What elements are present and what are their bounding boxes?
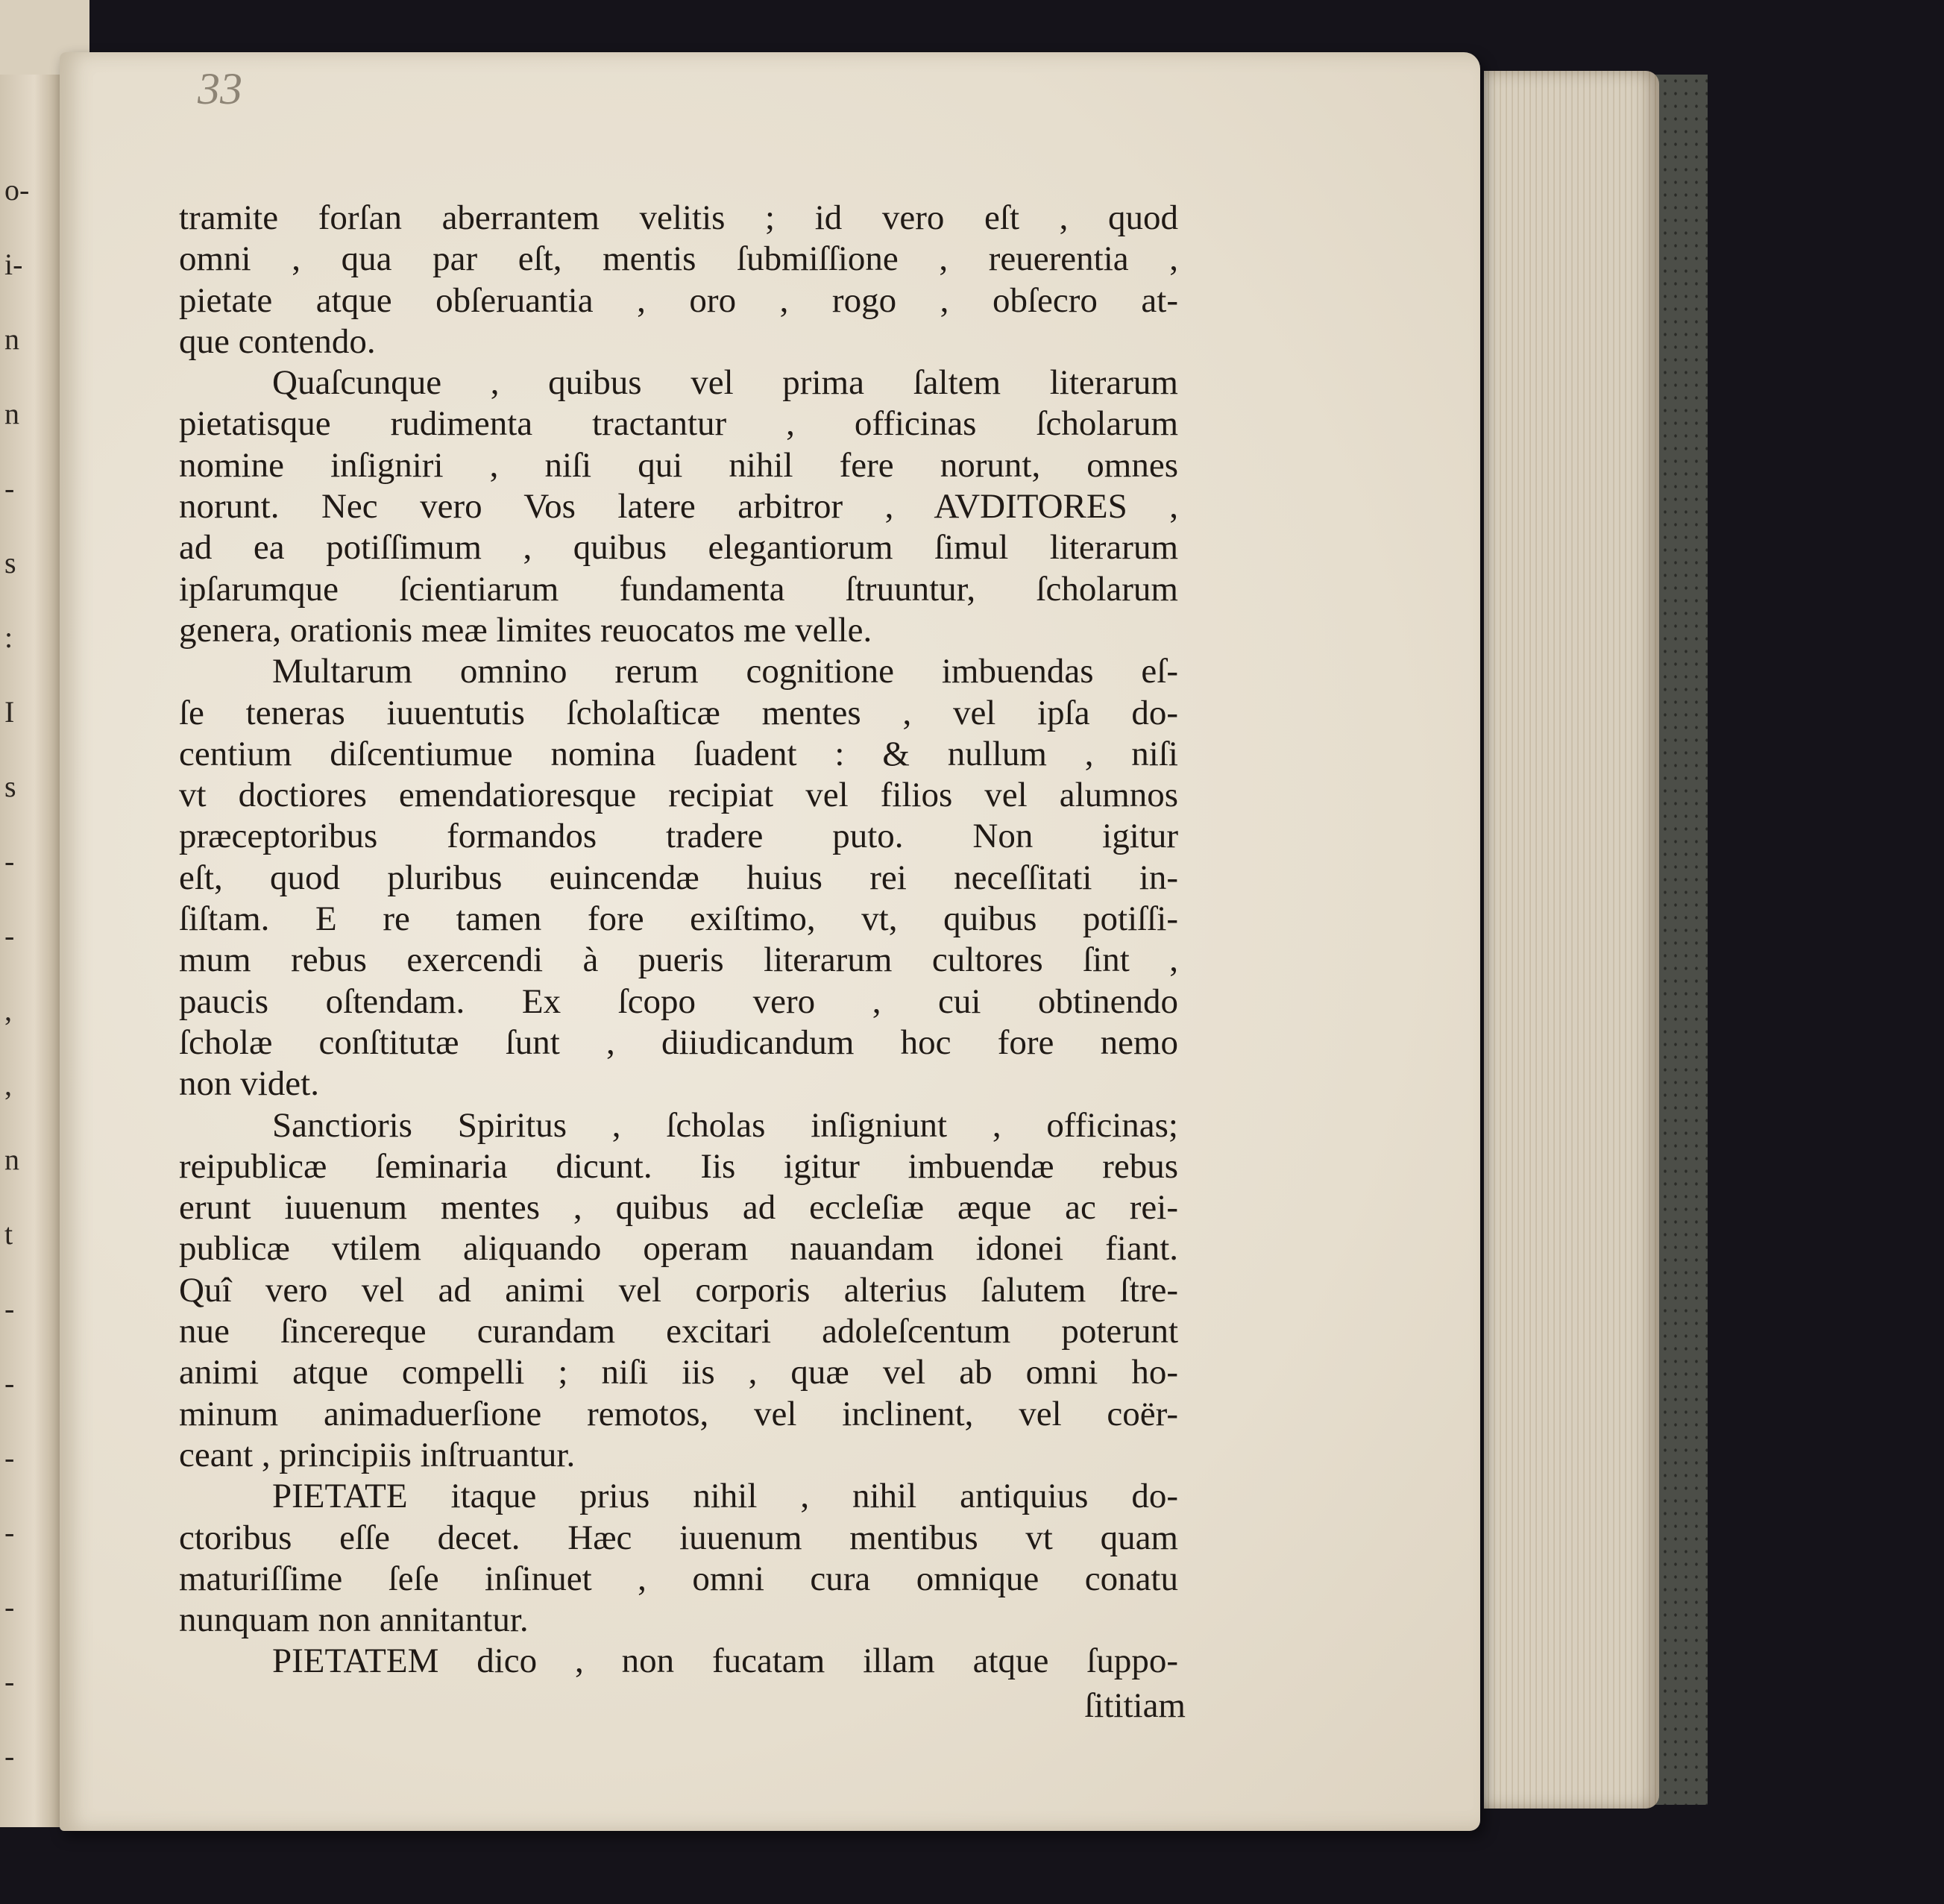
text-line: ſe teneras iuuentutis ſcholaſticæ mentes , vel ipſa do- [179, 693, 1178, 732]
left-page-fragment: - [4, 1590, 15, 1624]
left-page-fragment: s [4, 770, 16, 803]
left-page-fragment: - [4, 919, 15, 952]
text-line: ceant , principiis inſtruantur. [179, 1435, 576, 1474]
text-line: mum rebus exercendi à pueris literarum cultores ſint , [179, 940, 1178, 980]
left-page-fragment: - [4, 844, 15, 878]
left-page-fragment: n [4, 322, 19, 356]
left-page-fragment: i- [4, 248, 23, 281]
text-line: paucis oſtendam. Ex ſcopo vero , cui obtinendo [179, 981, 1178, 1021]
text-line: genera, orationis meæ limites reuocatos me velle. [179, 610, 872, 650]
text-line: præceptoribus formandos tradere puto. Non igitur [179, 817, 1178, 856]
text-line: Multarum omnino rerum cognitione imbuendas eſ- [272, 652, 1178, 691]
text-line: pietatisque rudimenta tractantur , officinas ſcholarum [179, 404, 1178, 444]
left-page-fragment: s [4, 546, 16, 579]
left-page-fragment: - [4, 471, 15, 505]
text-line: ipſarumque ſcientiarum fundamenta ſtruuntur, ſcholarum [179, 569, 1178, 609]
text-line: pietate atque obſeruantia , oro , rogo , obſecro at- [179, 280, 1178, 320]
text-line: nunquam non annitantur. [179, 1600, 529, 1640]
text-line: Sanctioris Spiritus , ſcholas inſigniunt , officinas; [272, 1105, 1178, 1145]
text-line: ſcholæ conſtitutæ ſunt , diiudicandum hoc fore nemo [179, 1022, 1178, 1062]
text-line: eſt, quod pluribus euincendæ huius rei neceſſitati in- [179, 858, 1178, 897]
text-line: erunt iuuenum mentes , quibus ad eccleſiæ æque ac rei- [179, 1188, 1178, 1228]
catchword: ſititiam [1084, 1686, 1186, 1725]
text-line: ſiſtam. E re tamen fore exiſtimo, vt, quibus potiſſi- [179, 899, 1178, 939]
left-page-fragment: : [4, 620, 13, 654]
text-line: PIETATE itaque prius nihil , nihil antiquius do- [272, 1477, 1178, 1516]
left-page-fragment: - [4, 1366, 15, 1400]
text-line: publicæ vtilem aliquando operam nauandam idonei fiant. [179, 1229, 1178, 1269]
text-line: minum animaduerſione remotos, vel inclinent, vel coër- [179, 1394, 1178, 1433]
text-line: ctoribus eſſe decet. Hæc iuuenum mentibus vt quam [179, 1518, 1178, 1557]
text-line: omni , qua par eſt, mentis ſubmiſſione , reuerentia , [179, 239, 1178, 279]
left-page-fragment: , [4, 993, 12, 1027]
left-page-fragment: o- [4, 173, 30, 207]
text-line: Quaſcunque , quibus vel prima ſaltem literarum [272, 363, 1178, 403]
text-line: centium diſcentiumue nomina ſuadent : & nullum , niſi [179, 734, 1178, 773]
text-line: nomine inſigniri , niſi qui nihil fere norunt, omnes [179, 445, 1178, 485]
text-line: animi atque compelli ; niſi iis , quæ vel ab omni ho- [179, 1353, 1178, 1392]
left-page-fragment: - [4, 1292, 15, 1325]
left-page-fragment: n [4, 1143, 19, 1176]
text-line: tramite forſan aberrantem velitis ; id vero eſt , quod [179, 198, 1178, 237]
left-page-fragment: n [4, 397, 19, 430]
text-line: Quî vero vel ad animi vel corporis alterius ſalutem ſtre- [179, 1270, 1178, 1310]
page-edges-stack [1484, 71, 1659, 1809]
left-page-fragment: , [4, 1068, 12, 1102]
folio-number: 33 [198, 64, 242, 113]
left-page-fragment: - [4, 1515, 15, 1549]
body-text [179, 198, 1178, 1683]
text-line: vt doctiores emendatioresque recipiat vel filios vel alumnos [179, 776, 1178, 815]
text-line: maturiſſime ſeſe inſinuet , omni cura omnique conatu [179, 1559, 1178, 1598]
left-facing-page [0, 71, 63, 1827]
left-page-fragment: - [4, 1739, 15, 1773]
text-line: que contendo. [179, 321, 376, 361]
text-line: ad ea potiſſimum , quibus elegantiorum ſimul literarum [179, 528, 1178, 568]
right-page [60, 52, 1480, 1831]
text-line: non videt. [179, 1064, 319, 1104]
text-line: norunt. Nec vero Vos latere arbitror , AVDITORES , [179, 487, 1178, 527]
text-line: PIETATEM dico , non fucatam illam atque ſuppo- [272, 1641, 1178, 1681]
left-page-fragment: - [4, 1665, 15, 1698]
text-line: nue ſincereque curandam excitari adoleſcentum poterunt [179, 1312, 1178, 1351]
left-page-fragment: I [4, 695, 15, 729]
left-page-fragment: - [4, 1441, 15, 1474]
text-line: reipublicæ ſeminaria dicunt. Iis igitur imbuendæ rebus [179, 1146, 1178, 1186]
left-page-fragment: t [4, 1217, 13, 1251]
